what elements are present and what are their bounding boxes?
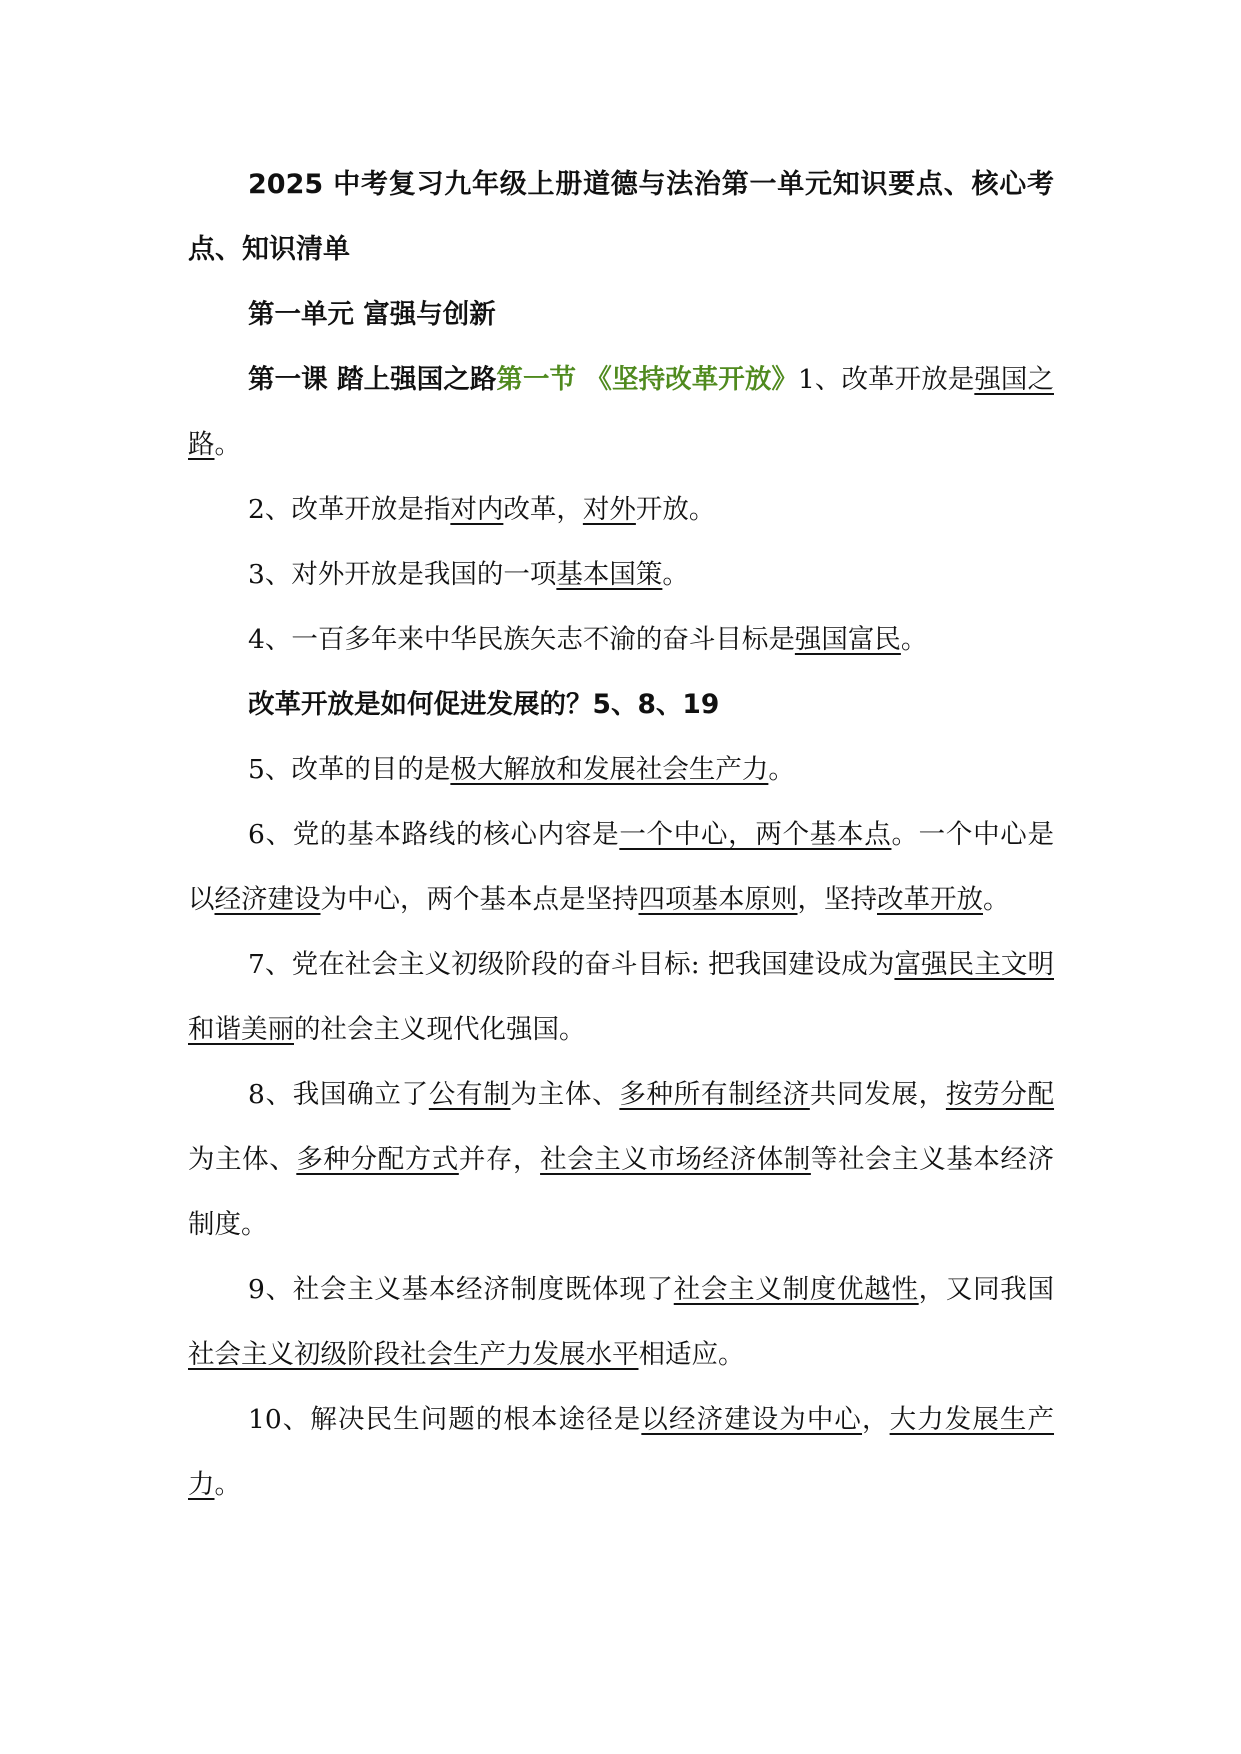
item-6-answer-3: 四项基本原则 xyxy=(638,884,798,915)
item-7-answer: 富强民主文明和谐美丽 xyxy=(188,949,1054,1045)
item-2-answer-1: 对内 xyxy=(450,494,504,525)
item-9-text: 9、社会主义基本经济制度既体现了 xyxy=(248,1274,674,1305)
item-7-text: 7、党在社会主义初级阶段的奋斗目标: 把我国建设成为 xyxy=(248,949,895,980)
lesson-paragraph xyxy=(188,347,1054,477)
question-heading: 改革开放是如何促进发展的？5、8、19 xyxy=(248,689,720,720)
item-10-end: 。 xyxy=(214,1469,241,1500)
item-8-text-4: 为主体、 xyxy=(188,1144,297,1175)
item-3 xyxy=(188,542,1054,607)
item-3-answer: 基本国策 xyxy=(556,559,663,590)
item-6-text-2: 。一个中心是以 xyxy=(188,819,1055,915)
section-title: 第一节 《坚持改革开放》 xyxy=(496,364,798,395)
item-1-text: 1、改革开放是 xyxy=(797,364,975,395)
item-9-text-2: ，又同我国 xyxy=(918,1274,1055,1305)
item-2-text: 2、改革开放是指 xyxy=(248,494,451,525)
item-9-answer-1: 社会主义制度优越性 xyxy=(673,1274,919,1305)
item-4 xyxy=(188,607,1054,672)
item-9-answer-2: 社会主义初级阶段社会生产力发展水平 xyxy=(188,1339,639,1370)
item-8-answer-2: 多种所有制经济 xyxy=(619,1079,810,1110)
item-4-text: 4、一百多年来中华民族矢志不渝的奋斗目标是 xyxy=(248,624,795,655)
item-1-answer: 强国之路 xyxy=(188,364,1054,460)
item-3-text: 3、对外开放是我国的一项 xyxy=(248,559,557,590)
item-9 xyxy=(188,1257,1054,1387)
unit-heading: 第一单元 富强与创新 xyxy=(248,299,496,330)
document-title: 2025 中考复习九年级上册道德与法治第一单元知识要点、核心考点、知识清单 xyxy=(188,169,1054,265)
item-6-answer-4: 改革开放 xyxy=(877,884,983,915)
item-7-end: 的社会主义现代化强国。 xyxy=(294,1014,586,1045)
item-8-text-2: 为主体、 xyxy=(510,1079,620,1110)
item-6-answer-2: 经济建设 xyxy=(214,884,321,915)
item-10-text: 10、解决民生问题的根本途径是 xyxy=(248,1404,642,1435)
item-6-text-3: 为中心，两个基本点是坚持 xyxy=(320,884,639,915)
item-2-answer-2: 对外 xyxy=(582,494,636,525)
item-5-end: 。 xyxy=(768,754,795,785)
item-5-answer: 极大解放和发展社会生产力 xyxy=(450,754,769,785)
item-10-answer-1: 以经济建设为中心 xyxy=(641,1404,863,1435)
item-8-answer-3: 按劳分配 xyxy=(945,1079,1055,1110)
item-10 xyxy=(188,1387,1054,1517)
lesson-title: 第一课 踏上强国之路 xyxy=(248,364,497,395)
item-10-answer-2: 大力发展生产力 xyxy=(188,1404,1055,1500)
item-6-text-4: ，坚持 xyxy=(797,884,877,915)
item-2 xyxy=(188,477,1054,542)
document-body xyxy=(188,152,1054,1517)
item-5-text: 5、改革的目的是 xyxy=(248,754,451,785)
item-8 xyxy=(188,1062,1054,1257)
item-6-answer-1: 一个中心，两个基本点 xyxy=(619,819,892,850)
item-6 xyxy=(188,802,1054,932)
item-6-end: 。 xyxy=(983,884,1010,915)
item-2-text-3: 开放。 xyxy=(635,494,716,525)
item-8-answer-5: 社会主义市场经济体制 xyxy=(540,1144,811,1175)
item-4-answer: 强国富民 xyxy=(794,624,901,655)
item-3-end: 。 xyxy=(662,559,689,590)
item-5 xyxy=(188,737,1054,802)
item-8-answer-4: 多种分配方式 xyxy=(296,1144,459,1175)
item-6-text: 6、党的基本路线的核心内容是 xyxy=(248,819,620,850)
item-8-text-5: 并存， xyxy=(458,1144,541,1175)
item-9-end: 相适应。 xyxy=(638,1339,745,1370)
item-2-text-2: 改革， xyxy=(503,494,583,525)
item-8-answer-1: 公有制 xyxy=(428,1079,511,1110)
item-4-end: 。 xyxy=(900,624,928,655)
item-1-end: 。 xyxy=(214,429,241,460)
item-10-text-2: ， xyxy=(862,1404,890,1435)
item-8-end: 等社会主义基本经济制度。 xyxy=(188,1144,1055,1240)
item-7 xyxy=(188,932,1054,1062)
item-8-text-3: 共同发展， xyxy=(809,1079,946,1110)
item-8-text: 8、我国确立了 xyxy=(248,1079,429,1110)
